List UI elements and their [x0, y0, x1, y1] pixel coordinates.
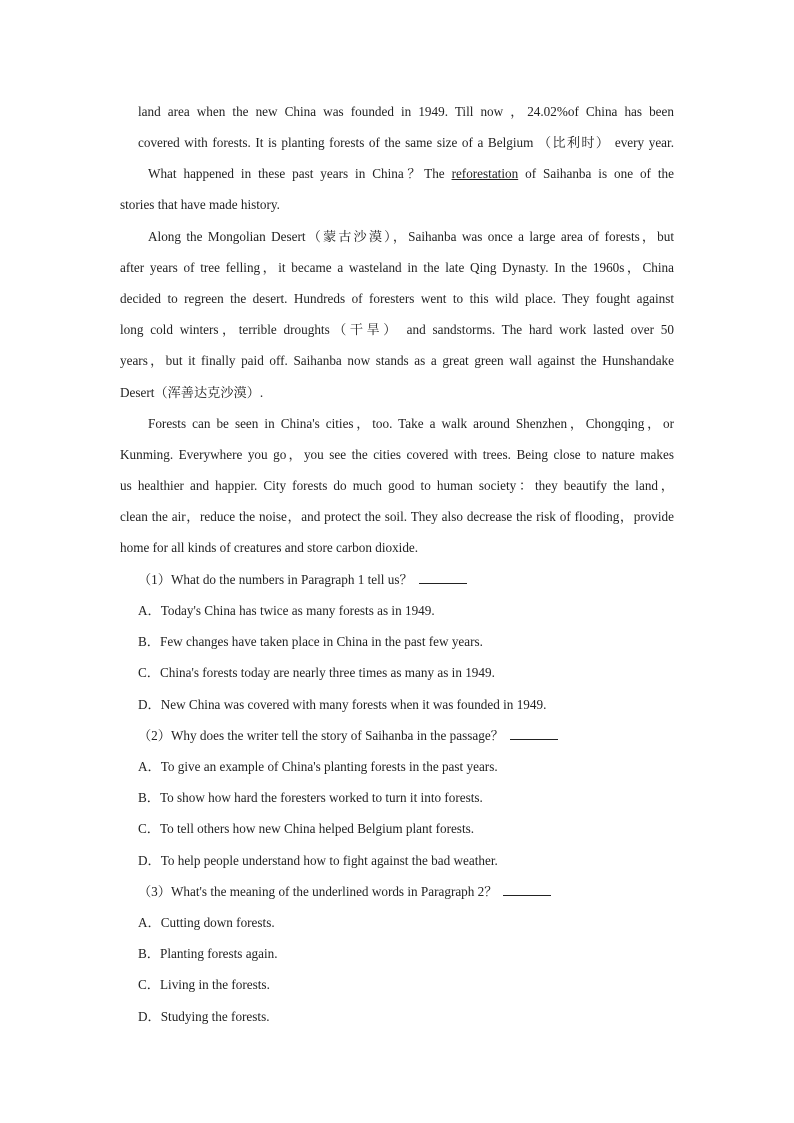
question-2-option-b: B．To show how hard the foresters worked to turn it into forests.: [138, 790, 483, 805]
p3-line-4: long cold winters，terrible droughts（干旱） and sandstorms. The hard work lasted over 50: [120, 322, 674, 337]
answer-blank-2[interactable]: [510, 727, 558, 740]
p3-line-5: years，but it finally paid off. Saihanba now stands as a great green wall against the Hunshandake: [120, 353, 674, 368]
question-2-text: （2）Why does the writer tell the story of Saihanba in the passage？: [138, 728, 504, 743]
question-2-option-a: A．To give an example of China's planting forests in the past years.: [138, 759, 498, 774]
question-1-stem: [138, 570, 692, 590]
answer-blank-1[interactable]: [419, 571, 467, 584]
question-1-option-d: D．New China was covered with many forests when it was founded in 1949.: [138, 697, 547, 712]
question-3-option-c: C．Living in the forests.: [138, 977, 270, 992]
question-3-stem: [138, 882, 692, 902]
question-2-option-d: D．To help people understand how to fight against the bad weather.: [138, 853, 498, 868]
question-3-option-b: B．Planting forests again.: [138, 946, 278, 961]
p2-line-2: stories that have made history.: [120, 197, 280, 212]
question-2-stem: [138, 726, 692, 746]
question-3-option-d: D．Studying the forests.: [138, 1009, 270, 1024]
answer-blank-3[interactable]: [503, 883, 551, 896]
question-1-text: （1）What do the numbers in Paragraph 1 tell us？: [138, 572, 413, 587]
p4-line-3: us healthier and happier. City forests do much good to human society：they beautify the land，: [120, 478, 674, 493]
p1-line-1: land area when the new China was founded in 1949. Till now ，24.02%of China has been: [138, 104, 674, 119]
p2-line-1: [148, 164, 674, 184]
p3-line-3: decided to regreen the desert. Hundreds of foresters went to this wild place. They fought against: [120, 291, 674, 306]
p4-line-2: Kunming. Everywhere you go，you see the cities covered with trees. Being close to nature makes: [120, 447, 674, 462]
p4-line-5: home for all kinds of creatures and store carbon dioxide.: [120, 540, 419, 555]
underlined-word: reforestation: [451, 166, 519, 181]
p1-line-2: covered with forests. It is planting forests of the same size of a Belgium （比利时） every year.: [138, 135, 674, 150]
p3-line-2: after years of tree felling，it became a wasteland in the late Qing Dynasty. In the 1960s，China: [120, 260, 674, 275]
p3-line-6: Desert（浑善达克沙漠）.: [120, 385, 264, 400]
p2-text-after: of Saihanba is one of the: [518, 166, 674, 181]
p4-line-1: Forests can be seen in China's cities，too. Take a walk around Shenzhen，Chongqing，or: [148, 416, 674, 431]
question-1-option-c: C．China's forests today are nearly three times as many as in 1949.: [138, 665, 495, 680]
question-1-option-a: A．Today's China has twice as many forests as in 1949.: [138, 603, 435, 618]
question-1-option-b: B．Few changes have taken place in China in the past few years.: [138, 634, 483, 649]
question-3-text: （3）What's the meaning of the underlined words in Paragraph 2？: [138, 884, 498, 899]
question-3-option-a: A．Cutting down forests.: [138, 915, 275, 930]
question-2-option-c: C．To tell others how new China helped Belgium plant forests.: [138, 821, 475, 836]
p3-line-1: Along the Mongolian Desert（蒙古沙漠），Saihanba was once a large area of forests，but: [148, 229, 674, 244]
p2-text-before: What happened in these past years in China？The: [148, 166, 452, 181]
p4-line-4: clean the air，reduce the noise，and protect the soil. They also decrease the risk of flooding，provide: [120, 509, 674, 524]
